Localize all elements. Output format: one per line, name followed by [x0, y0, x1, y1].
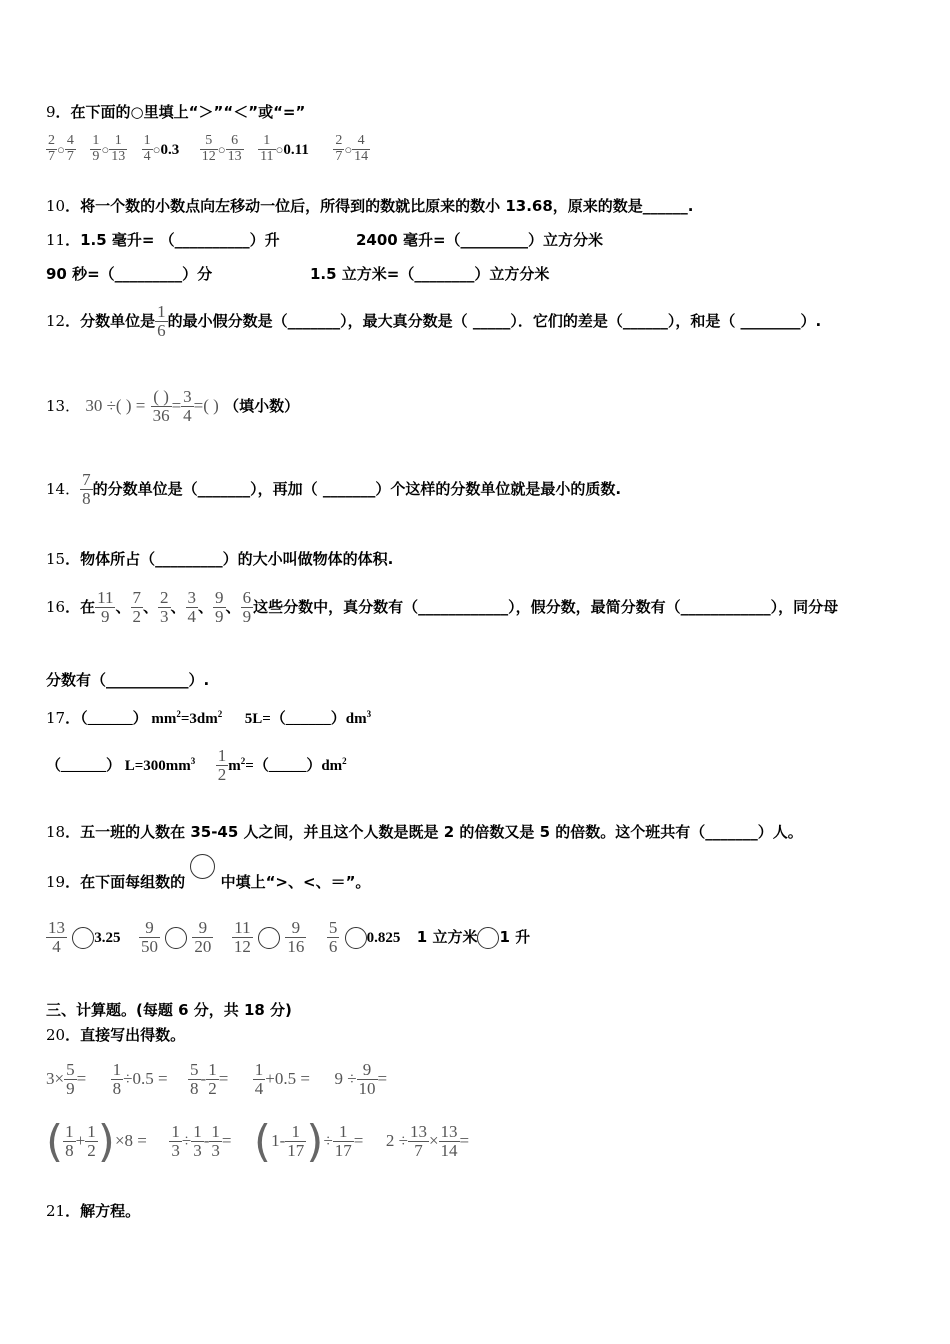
q11-item-b: [356, 230, 603, 250]
q9-stem: [46, 102, 305, 122]
question-text: ．在: [65, 598, 96, 616]
left-paren: (: [253, 1115, 272, 1167]
fraction: $\frac{1}{8}$: [112, 1060, 122, 1098]
fraction: $\frac{13}{7}$: [409, 1122, 427, 1160]
fraction: $\frac{9}{50}$: [140, 918, 158, 956]
question-number: 13: [46, 397, 66, 415]
question-text: ．直接写出得数。: [65, 1026, 186, 1044]
fraction: $\frac{1}{9}$: [92, 133, 100, 164]
compare-value: 0.11: [283, 142, 309, 158]
fraction: $\frac{5}{12}$: [201, 133, 216, 164]
math-expression: ×: [428, 1131, 439, 1150]
question-text: 的最小假分数是（_______），最大真分数是（ _____）．它们的差是（______），和是（ ________）.: [167, 312, 822, 330]
fraction: $\frac{3}{4}$: [187, 588, 197, 626]
compare-circle[interactable]: [72, 927, 94, 949]
fraction: $\frac{13}{4}$: [48, 918, 65, 956]
question-number: 21: [46, 1202, 66, 1220]
fraction: $\frac{1}{17}$: [287, 1122, 305, 1160]
blank-item: 90 秒=（_________）分: [46, 265, 213, 283]
compare-circle[interactable]: ○: [275, 142, 284, 157]
question-text: ．分数单位是: [65, 312, 156, 330]
math-expression: 9 ÷: [334, 1069, 357, 1088]
q16-line2: [46, 670, 209, 690]
fraction: $\frac{1}{2}$: [208, 1060, 217, 1098]
separator: 、: [225, 598, 241, 616]
math-expression: 2 ÷: [385, 1131, 408, 1150]
fraction: $\frac{1}{3}$: [171, 1122, 180, 1160]
left-paren: (: [46, 1115, 64, 1167]
question-number: 20: [46, 1026, 66, 1044]
math-expression: =: [218, 1069, 229, 1088]
q9-compare-row: [46, 130, 370, 169]
math-expression: =( ): [193, 396, 219, 415]
fraction: $\frac{6}{9}$: [242, 588, 252, 626]
fraction: $\frac{2}{3}$: [160, 588, 169, 626]
question-text: ．在下面每组数的: [65, 873, 186, 891]
q12-stem: [46, 298, 821, 344]
separator: 、: [143, 598, 159, 616]
fraction: $\frac{1}{4}$: [254, 1060, 264, 1098]
q14-stem: 14． $\frac{7}{8}$ 的分数单位是（_______），再加（ _______）个这样的分数单位就是最小的质数.: [46, 470, 622, 508]
fraction: $\frac{5}{6}$: [328, 918, 338, 956]
compare-value: 3.25: [94, 930, 121, 946]
q13-stem: 13． 30 ÷( ) = $\frac{( )}{36}$ = $\frac{3}{4}$ =( ) （填小数）: [46, 387, 300, 425]
fraction: $\frac{1}{13}$: [111, 133, 126, 164]
question-number: 12: [46, 312, 66, 330]
fraction: $\frac{( )}{36}$: [152, 387, 170, 425]
q16-stem: [46, 584, 838, 630]
math-expression: =: [353, 1131, 364, 1150]
compare-value: 0.825: [366, 930, 401, 946]
compare-circle[interactable]: ○: [217, 142, 226, 157]
question-text: 分数有（___________）.: [46, 671, 210, 689]
math-expression: =: [459, 1131, 470, 1150]
question-number: 16: [46, 598, 66, 616]
question-number: 15: [46, 550, 66, 568]
q11-line1: [46, 230, 280, 250]
right-paren: ): [306, 1115, 324, 1167]
unit-expression: $5L=(\_\_\_\_\_\_)dm^3$: [244, 709, 372, 727]
fraction: $\frac{13}{14}$: [440, 1122, 458, 1160]
compare-circle[interactable]: ○: [101, 142, 110, 157]
compare-value: 0.3: [160, 142, 180, 158]
separator: 、: [115, 598, 131, 616]
math-expression: 3×: [46, 1069, 65, 1088]
math-expression: ×8 =: [114, 1131, 147, 1150]
compare-circle[interactable]: [258, 927, 280, 949]
fraction: $\frac{1}{3}$: [211, 1122, 220, 1160]
fraction: $\frac{1}{4}$: [143, 133, 151, 164]
math-expression: ÷: [181, 1131, 192, 1150]
fraction: $\frac{7}{8}$: [82, 470, 91, 508]
math-expression: =: [76, 1069, 87, 1088]
fraction: $\frac{4}{14}$: [354, 133, 369, 164]
math-expression: +: [75, 1131, 86, 1150]
blank-item: 2400 毫升=（_________）立方分米: [356, 231, 604, 249]
compare-value: 1 立方米: [416, 928, 478, 946]
blank-item: ．1.5 毫升= （__________）升: [65, 231, 280, 249]
question-text: 中填上“>、<、＝”。: [220, 873, 371, 891]
q19-compare-row: [46, 912, 530, 963]
math-expression: ÷0.5 =: [123, 1069, 168, 1088]
q20-row2: [46, 1116, 469, 1166]
q20-stem: [46, 1025, 185, 1045]
question-number: 10: [46, 197, 66, 215]
fraction: $\frac{5}{8}$: [190, 1060, 199, 1098]
compare-circle[interactable]: ○: [152, 142, 161, 157]
question-number: 19: [46, 873, 66, 891]
fraction: $\frac{2}{7}$: [335, 133, 343, 164]
fraction: $\frac{1}{8}$: [65, 1122, 74, 1160]
compare-circle[interactable]: ○: [344, 142, 353, 157]
fraction: $\frac{9}{9}$: [215, 588, 224, 626]
q11-item-c: [46, 264, 212, 284]
math-expression: -: [203, 1131, 210, 1150]
question-number: 17: [46, 709, 66, 727]
section-heading: 三、计算题。(每题 6 分，共 18 分): [46, 1001, 292, 1019]
q19-stem: [46, 854, 370, 904]
question-text: ．将一个数的小数点向左移动一位后，所得到的数就比原来的数小 13.68，原来的数是______.: [65, 197, 694, 215]
right-paren: ): [97, 1115, 115, 1167]
fraction: $\frac{9}{20}$: [194, 918, 212, 956]
fraction: $\frac{11}{12}$: [233, 918, 251, 956]
question-text: ．解方程。: [65, 1202, 141, 1220]
math-expression: 30 ÷( ) =: [85, 396, 146, 415]
q20-row1: [46, 1056, 387, 1102]
fraction: $\frac{1}{3}$: [193, 1122, 202, 1160]
circle-icon: [190, 854, 215, 879]
question-number: 18: [46, 823, 66, 841]
q17-line1: [46, 704, 371, 729]
separator: 、: [198, 598, 214, 616]
q10-stem: [46, 196, 693, 216]
question-text: 这些分数中，真分数有（____________），假分数，最简分数有（____________），同分母: [253, 598, 839, 616]
fraction: $\frac{6}{13}$: [227, 133, 242, 164]
question-number: 9: [46, 103, 56, 121]
fraction: $\frac{4}{7}$: [66, 133, 74, 164]
question-text: ．五一班的人数在 35-45 人之间，并且这个人数是既是 2 的倍数又是 5 的倍数。这个班共有（_______）人。: [65, 823, 803, 841]
compare-circle[interactable]: ○: [57, 142, 65, 157]
separator: 、: [170, 598, 186, 616]
math-expression: =: [221, 1131, 232, 1150]
math-expression: -: [200, 1069, 207, 1088]
unit-expression: $m^2=(\_\_\_\_\_)dm^2$: [228, 756, 347, 774]
q17-line2: [46, 738, 347, 789]
compare-value: 1 升: [499, 928, 531, 946]
fraction: $\frac{2}{7}$: [48, 133, 55, 164]
unit-expression: ．（______） $mm^2=3dm^2$: [65, 709, 223, 727]
fraction: $\frac{3}{4}$: [183, 387, 192, 425]
q15-stem: [46, 549, 393, 569]
fraction: $\frac{1}{11}$: [260, 133, 274, 164]
q18-stem: [46, 822, 803, 842]
fraction: $\frac{1}{17}$: [334, 1122, 352, 1160]
question-number: 14: [46, 480, 66, 498]
compare-circle[interactable]: [345, 927, 367, 949]
fraction: $\frac{9}{16}$: [287, 918, 305, 956]
fraction: $\frac{11}{9}$: [97, 588, 114, 626]
blank-item: 1.5 立方米=（________）立方分米: [310, 265, 550, 283]
question-text: 的分数单位是（_______），再加（ _______）个这样的分数单位就是最小的质数.: [92, 480, 622, 498]
compare-circle[interactable]: [477, 927, 499, 949]
question-text: ．在下面的○里填上“＞”“＜”或“=”: [55, 103, 306, 121]
unit-expression: （______） $L=300mm^3$: [46, 756, 196, 774]
math-expression: =: [377, 1069, 388, 1088]
q11-item-d: [310, 264, 549, 284]
note-text: （填小数）: [224, 397, 300, 415]
fraction: $\frac{1}{2}$: [217, 746, 227, 784]
question-text: ．物体所占（_________）的大小叫做物体的体积.: [65, 550, 394, 568]
math-expression: 1-: [271, 1131, 286, 1150]
fraction: $\frac{1}{6}$: [157, 302, 166, 340]
math-expression: ÷: [323, 1131, 333, 1150]
compare-circle[interactable]: [165, 927, 187, 949]
question-number: 11: [46, 231, 66, 249]
math-expression: =: [171, 396, 182, 415]
section-title: [46, 1000, 292, 1020]
fraction: $\frac{7}{2}$: [132, 588, 141, 626]
fraction: $\frac{5}{9}$: [66, 1060, 75, 1098]
fraction: $\frac{1}{2}$: [87, 1122, 96, 1160]
q21-stem: [46, 1201, 140, 1221]
fraction: $\frac{9}{10}$: [358, 1060, 376, 1098]
math-expression: +0.5 =: [265, 1069, 310, 1088]
